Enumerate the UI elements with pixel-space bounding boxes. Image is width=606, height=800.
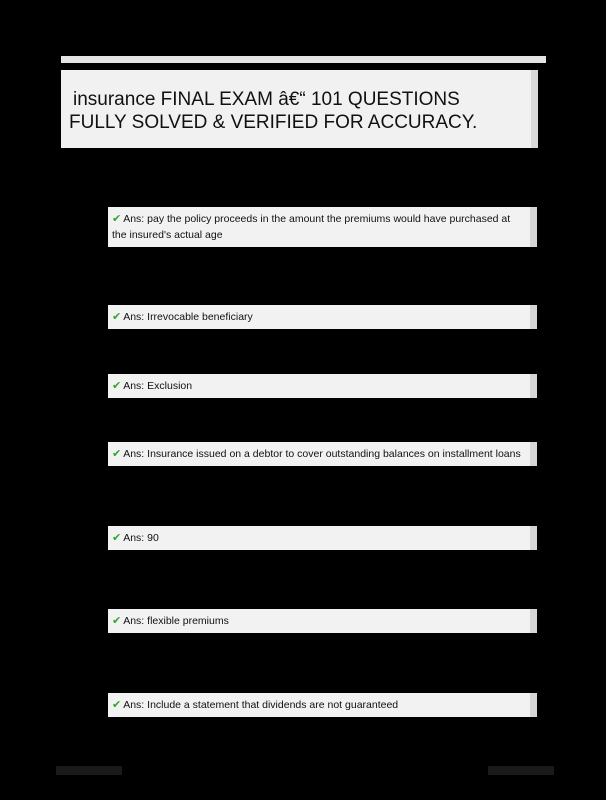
page-title-line-1: insurance FINAL EXAM â€“ 101 QUESTIONS	[73, 89, 460, 110]
answer-box	[108, 305, 537, 329]
page-title-line-2: FULLY SOLVED & VERIFIED FOR ACCURACY.	[69, 112, 478, 133]
title-box	[61, 70, 538, 148]
answer-box	[108, 207, 537, 247]
checkmark-icon: ✔	[112, 311, 122, 323]
answer-box	[108, 526, 537, 550]
answer-text: Ans: Irrevocable beneficiary	[123, 311, 253, 323]
checkmark-icon: ✔	[112, 699, 122, 711]
checkmark-icon: ✔	[112, 532, 122, 544]
top-rule	[61, 56, 546, 63]
checkmark-icon: ✔	[112, 448, 122, 460]
checkmark-icon: ✔	[112, 213, 122, 225]
answer-text: Ans: pay the policy proceeds in the amount the premiums would have purchased at the insured's actual age	[112, 213, 511, 241]
answer-text: Ans: Exclusion	[123, 380, 193, 392]
footer-watermark-left	[56, 766, 122, 775]
answer-box	[108, 693, 537, 717]
answer-text: Ans: flexible premiums	[123, 615, 229, 627]
answer-box	[108, 609, 537, 633]
checkmark-icon: ✔	[112, 615, 122, 627]
answer-text: Ans: 90	[123, 532, 159, 544]
answer-box	[108, 374, 537, 398]
answer-text: Ans: Insurance issued on a debtor to cover outstanding balances on installment loans	[123, 448, 521, 460]
footer-page-number	[488, 766, 554, 775]
checkmark-icon: ✔	[112, 380, 122, 392]
answer-text: Ans: Include a statement that dividends are not guaranteed	[123, 699, 399, 711]
answer-box	[108, 442, 537, 466]
